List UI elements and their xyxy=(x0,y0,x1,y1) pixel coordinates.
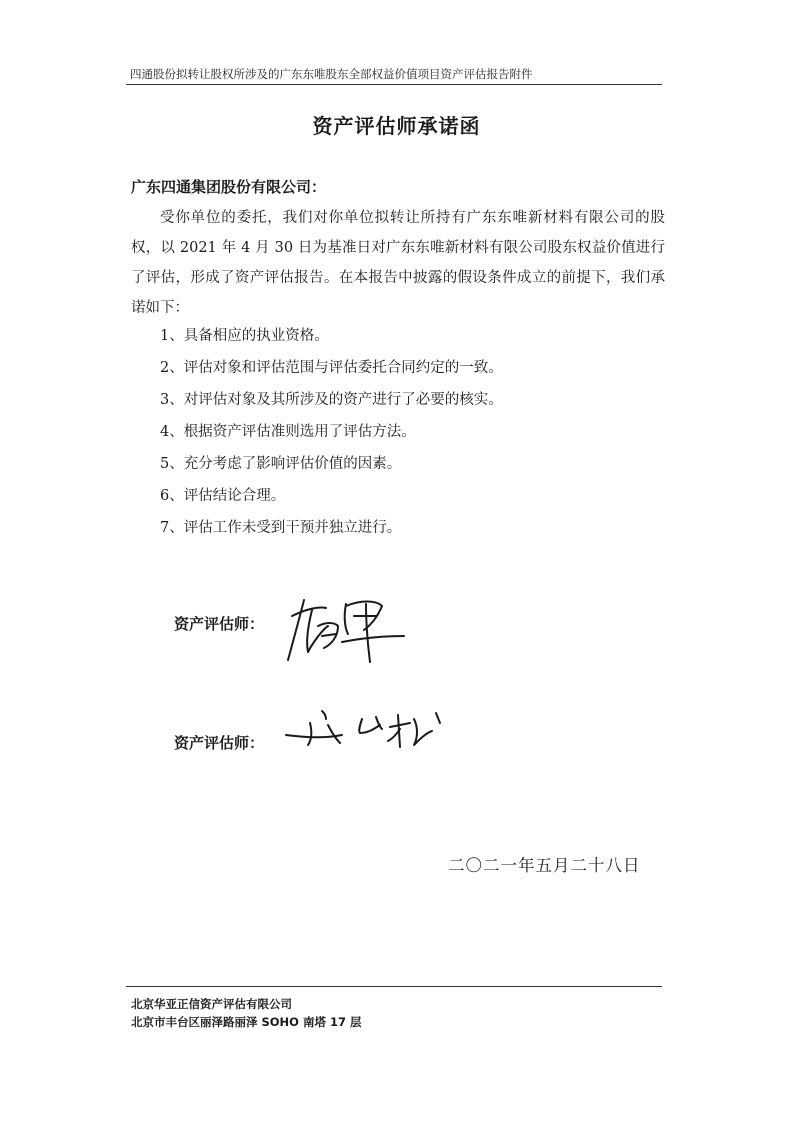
commitment-item: 5、充分考虑了影响评估价值的因素。 xyxy=(160,456,402,472)
commitment-item: 6、评估结论合理。 xyxy=(160,488,286,504)
commitment-item: 7、评估工作未受到干预并独立进行。 xyxy=(160,520,402,536)
body-paragraph: 受你单位的委托，我们对你单位拟转让所持有广东东唯新材料有限公司的股权，以 2021 年 4 月 30 日为基准日对广东东唯新材料有限公司股东权益价值进行了评估，形成了资产评估报告。在本报告中披露的假设条件成立的前提下，我们承诺如下： xyxy=(131,210,665,316)
commitment-item: 4、根据资产评估准则选用了评估方法。 xyxy=(160,424,416,440)
footer-divider xyxy=(126,986,662,987)
handwritten-signature-2 xyxy=(282,705,452,755)
addressee: 广东四通集团股份有限公司： xyxy=(131,178,327,196)
footer xyxy=(131,995,361,1031)
running-header: 四通股份拟转让股权所涉及的广东东唯股东全部权益价值项目资产评估报告附件 xyxy=(130,67,533,81)
handwritten-signature-1 xyxy=(282,586,412,670)
commitment-list xyxy=(160,320,503,544)
footer-company: 北京华亚正信资产评估有限公司 xyxy=(131,997,292,1011)
signature-label-1: 资产评估师： xyxy=(174,615,265,633)
commitment-item: 3、对评估对象及其所涉及的资产进行了必要的核实。 xyxy=(160,392,503,408)
footer-address: 北京市丰台区丽泽路丽泽 SOHO 南塔 17 层 xyxy=(131,1015,362,1029)
document-title: 资产评估师承诺函 xyxy=(312,114,481,138)
signature-label-2: 资产评估师： xyxy=(174,734,265,752)
commitment-item: 2、评估对象和评估范围与评估委托合同约定的一致。 xyxy=(160,360,503,376)
commitment-item: 1、具备相应的执业资格。 xyxy=(160,328,329,344)
header-divider xyxy=(126,84,662,85)
document-date: 二〇二一年五月二十八日 xyxy=(448,856,641,875)
